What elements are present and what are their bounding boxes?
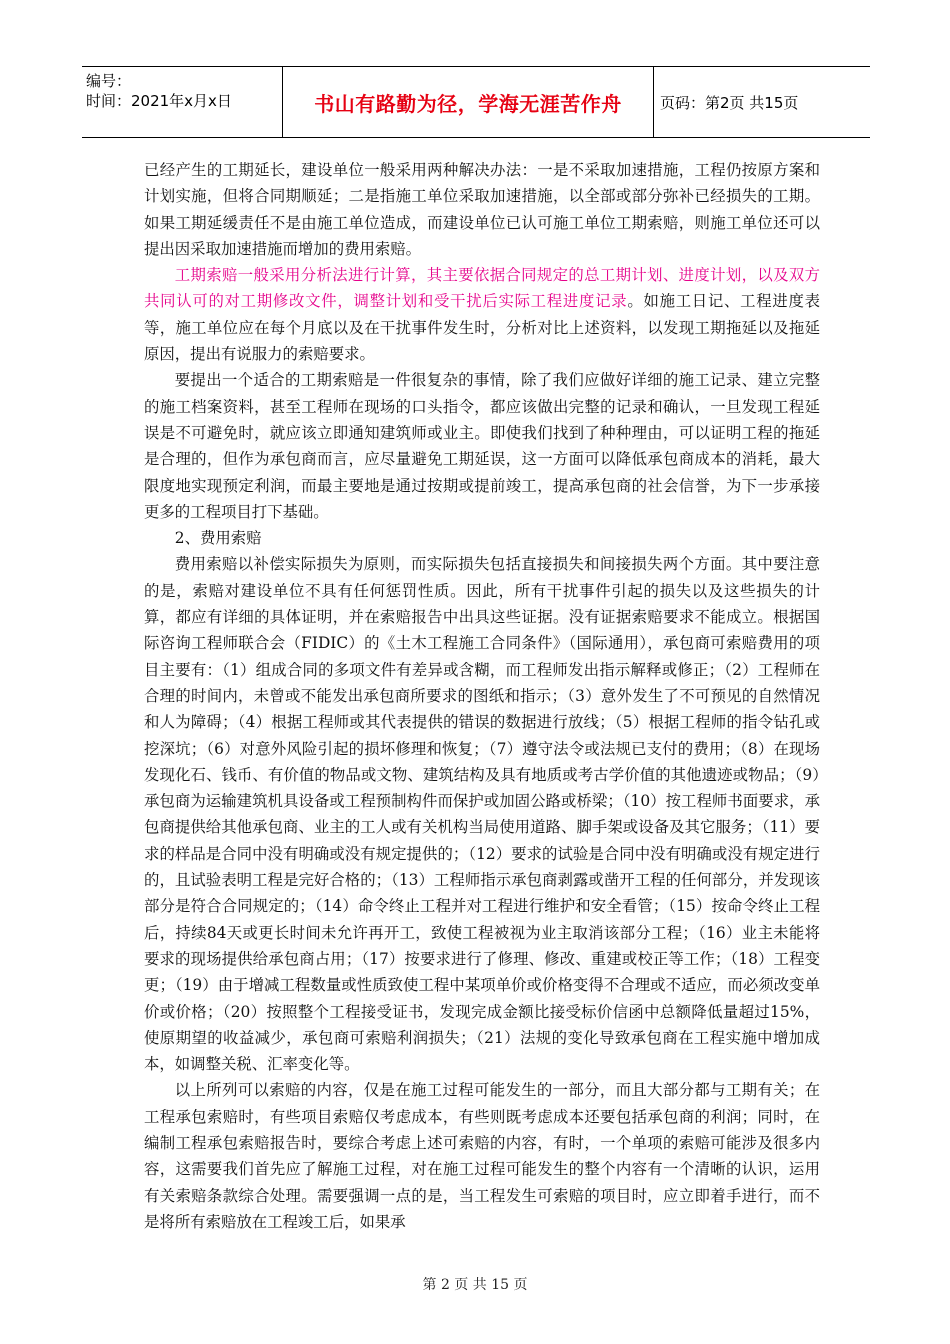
page-footer: 第 2 页 共 15 页 [422,1277,528,1293]
header-motto-cell [282,67,654,137]
highlighted-text: 工期索赔一般采用分析法进行计算，其主要依据合同规定的总工期计划、进度计划，以及双方共同认可的对工期修改文件，调整计划和受干扰后实际工程进度记录 [144,266,820,311]
header-motto: 书山有路勤为径，学海无涯苦作舟 [314,91,622,116]
header-page-info: 页码：第2页 共15页 [660,93,799,112]
header-page-info-cell [654,67,870,137]
paragraph-continuation: 已经产生的工期延长，建设单位一般采用两种解决办法：一是不采取加速措施，工程仍按原方案和计划实施，但将合同期顺延；二是指施工单位采取加速措施，以全部或部分弥补已经损失的工期。如果工期延缓责任不是由施工单位造成，而建设单位已认可施工单位工期索赔，则施工单位还可以提出因采取加速措施而增加的费用索赔。 [144,161,820,258]
document-number-label: 编号： [86,72,132,90]
paragraph-schedule-claim-method [144,262,820,367]
paragraph-cost-claim: 费用索赔以补偿实际损失为原则，而实际损失包括直接损失和间接损失两个方面。其中要注意的是，索赔对建设单位不具有任何惩罚性质。因此，所有干扰事件引起的损失以及这些损失的计算，都应有详细的具体证明，并在索赔报告中出具这些证据。没有证据索赔要求不能成立。根据国际咨询工程师联合会（FIDIC）的《土木工程施工合同条件》（国际通用），承包商可索赔费用的项目主要有：（1）组成合同的多项文件有差异或含糊，而工程师发出指示解释或修正；（2）工程师在合理的时间内，未曾或不能发出承包商所要求的图纸和指示；（3）意外发生了不可预见的自然情况和人为障碍；（4）根据工程师或其代表提供的错误的数据进行放线；（5）根据工程师的指令钻孔或挖深坑；（6）对意外风险引起的损坏修理和恢复；（7）遵守法令或法规已支付的费用；（8）在现场发现化石、钱币、有价值的物品或文物、建筑结构及具有地质或考古学价值的其他遗迹或物品；（9）承包商为运输建筑机具设备或工程预制构件而保护或加固公路或桥梁；（10）按工程师书面要求，承包商提供给其他承包商、业主的工人或有关机构当局使用道路、脚手架或设备及其它服务；（11）要求的样品是合同中没有明确或没有规定提供的；（12）要求的试验是合同中没有明确或没有规定进行的，且试验表明工程是完好合格的；（13）工程师指示承包商剥露或凿开工程的任何部分，并发现该部分是符合合同规定的；（14）命令终止工程并对工程进行维护和安全看管；（15）按命令终止工程后，持续84天或更长时间未允许再开工，致使工程被视为业主取消该部分工程；（16）业主未能将要求的现场提供给承包商占用；（17）按要求进行了修理、修改、重建或校正等工作；（18）工程变更；（19）由于增减工程数量或性质致使工程中某项单价或价格变得不合理或不适应，而必须改变单价或价格；（20）按照整个工程接受证书，发现完成金额比接受标价信函中总额降低量超过15%，使原期望的收益减少，承包商可索赔利润损失；（21）法规的变化导致承包商在工程实施中增加成本，如调整关税、汇率变化等。 [144,555,820,1074]
document-body [144,157,820,1235]
paragraph-claim-summary: 以上所列可以索赔的内容，仅是在施工过程可能发生的一部分，而且大部分都与工期有关；在工程承包索赔时，有些项目索赔仅考虑成本，有些则既考虑成本还要包括承包商的利润；同时，在编制工程承包索赔报告时，要综合考虑上述可索赔的内容，有时，一个单项的索赔可能涉及很多内容，这需要我们首先应了解施工过程，对在施工过程可能发生的整个内容有一个清晰的认识，运用有关索赔条款综合处理。需要强调一点的是，当工程发生可索赔的项目时，应立即着手进行，而不是将所有索赔放在工程竣工后，如果承 [144,1081,820,1231]
document-time-label: 时间：2021年x月x日 [86,92,232,110]
paragraph-text: 。如施工日记、工程进度表等，施工单位应在每个月底以及在干扰事件发生时，分析对比上述资料，以发现工期拖延以及拖延原因，提出有说服力的索赔要求。 [144,292,820,364]
header-left-cell [82,67,282,137]
section-heading-cost-claim: 2、费用索赔 [174,529,262,548]
page-header [82,66,870,138]
paragraph-schedule-claim-advice: 要提出一个适合的工期索赔是一件很复杂的事情，除了我们应做好详细的施工记录、建立完整的施工档案资料，甚至工程师在现场的口头指令，都应该做出完整的记录和确认，一旦发现工程延误是不可避免时，就应该立即通知建筑师或业主。即使我们找到了种种理由，可以证明工程的拖延是合理的，但作为承包商而言，应尽量避免工期延误，这一方面可以降低承包商成本的消耗，最大限度地实现预定利润，而最主要地是通过按期或提前竣工，提高承包商的社会信誉，为下一步承接更多的工程项目打下基础。 [144,371,820,521]
